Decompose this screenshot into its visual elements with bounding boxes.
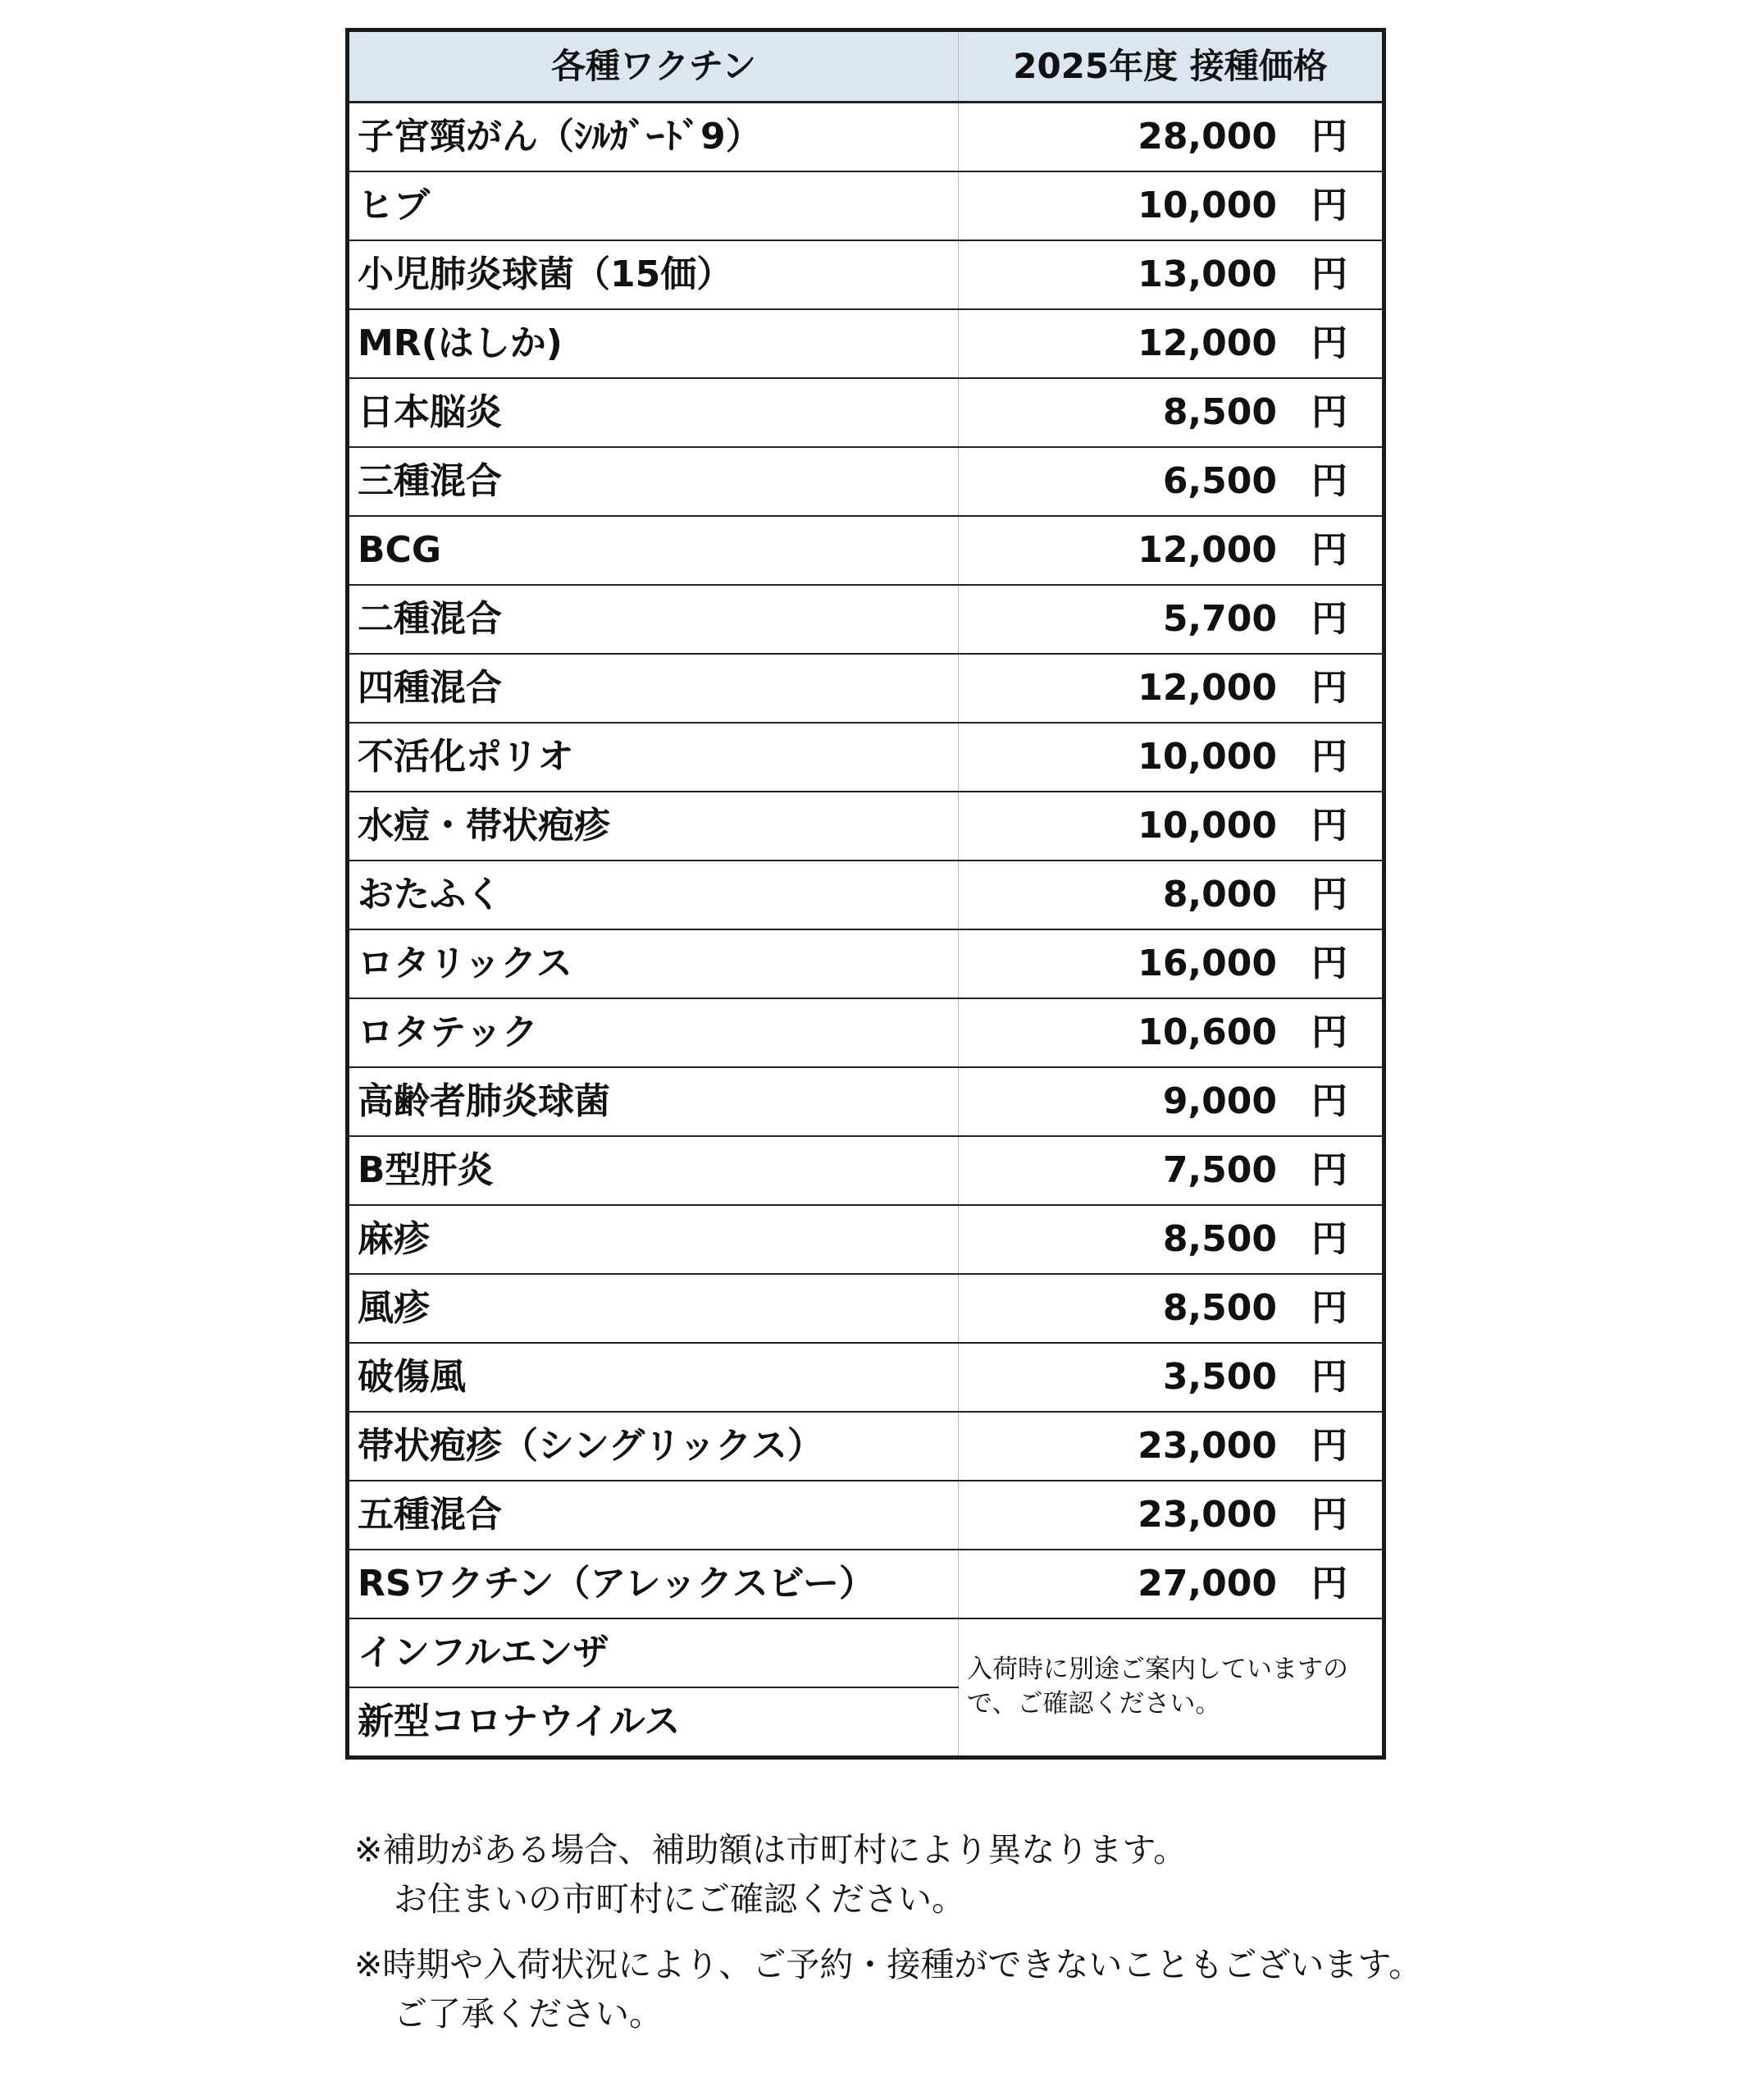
vaccine-name: 小児肺炎球菌（15価）	[348, 240, 959, 309]
price-amount: 23,000	[1138, 1494, 1277, 1536]
table-row	[348, 654, 1384, 723]
vaccine-price	[959, 1205, 1384, 1274]
vaccine-price	[959, 1136, 1384, 1205]
currency-unit: 円	[1311, 736, 1347, 778]
table-row	[348, 171, 1384, 240]
table-row	[348, 309, 1384, 378]
currency-unit: 円	[1311, 185, 1347, 226]
vaccine-name: 帯状疱疹（シングリックス）	[348, 1412, 959, 1481]
vaccine-name: B型肝炎	[348, 1136, 959, 1205]
vaccine-price-table	[345, 28, 1386, 1760]
price-amount: 7,500	[1162, 1149, 1277, 1191]
vaccine-price	[959, 240, 1384, 309]
table-header-row	[348, 30, 1384, 103]
vaccine-price	[959, 792, 1384, 861]
vaccine-price	[959, 723, 1384, 792]
price-amount: 6,500	[1162, 460, 1277, 502]
vaccine-price	[959, 1481, 1384, 1550]
currency-unit: 円	[1311, 1011, 1347, 1053]
vaccine-name: 五種混合	[348, 1481, 959, 1550]
price-amount: 8,500	[1162, 1287, 1277, 1329]
table-row	[348, 1136, 1384, 1205]
vaccine-name: 不活化ポリオ	[348, 723, 959, 792]
vaccine-name: 四種混合	[348, 654, 959, 723]
table-row	[348, 998, 1384, 1067]
currency-unit: 円	[1311, 322, 1347, 364]
price-amount: 3,500	[1162, 1356, 1277, 1398]
price-amount: 16,000	[1138, 943, 1277, 984]
price-amount: 10,000	[1138, 736, 1277, 778]
price-amount: 13,000	[1138, 253, 1277, 295]
vaccine-price	[959, 516, 1384, 585]
table-row	[348, 103, 1384, 172]
vaccine-price	[959, 309, 1384, 378]
price-amount: 10,600	[1138, 1011, 1277, 1053]
price-amount: 12,000	[1138, 667, 1277, 709]
vaccine-name: 水痘・帯状疱疹	[348, 792, 959, 861]
currency-unit: 円	[1311, 1563, 1347, 1605]
vaccine-price	[959, 929, 1384, 998]
vaccine-price	[959, 103, 1384, 172]
vaccine-name: 子宮頸がん（ｼﾙｶﾞｰﾄﾞ9）	[348, 103, 959, 172]
table-row	[348, 378, 1384, 447]
vaccine-name: 日本脳炎	[348, 378, 959, 447]
vaccine-name: おたふく	[348, 861, 959, 929]
price-amount: 27,000	[1138, 1563, 1277, 1605]
price-amount: 8,500	[1162, 391, 1277, 433]
vaccine-name: 破傷風	[348, 1343, 959, 1412]
footnote-text: ※補助がある場合、補助額は市町村により異なります。	[354, 1830, 1188, 1869]
vaccine-price	[959, 378, 1384, 447]
vaccine-name: 二種混合	[348, 585, 959, 654]
vaccine-name: 風疹	[348, 1274, 959, 1343]
currency-unit: 円	[1311, 598, 1347, 640]
price-amount: 10,000	[1138, 185, 1277, 226]
table-row	[348, 585, 1384, 654]
price-amount: 10,000	[1138, 805, 1277, 847]
currency-unit: 円	[1311, 253, 1347, 295]
currency-unit: 円	[1311, 1080, 1347, 1122]
footnote-subsidy	[354, 1825, 1716, 1924]
price-amount: 8,500	[1162, 1218, 1277, 1260]
table-row	[348, 1205, 1384, 1274]
table-row	[348, 447, 1384, 516]
currency-unit: 円	[1311, 1425, 1347, 1467]
currency-unit: 円	[1311, 1149, 1347, 1191]
header-vaccine-name: 各種ワクチン	[348, 30, 959, 103]
arrival-note: 入荷時に別途ご案内していますので、ご確認ください。	[959, 1618, 1384, 1758]
header-price: 2025年度 接種価格	[959, 30, 1384, 103]
price-amount: 12,000	[1138, 322, 1277, 364]
vaccine-name: 高齢者肺炎球菌	[348, 1067, 959, 1136]
table-row-influenza	[348, 1618, 1384, 1687]
vaccine-price	[959, 1067, 1384, 1136]
vaccine-name: MR(はしか)	[348, 309, 959, 378]
currency-unit: 円	[1311, 943, 1347, 984]
vaccine-price	[959, 1550, 1384, 1618]
table-row	[348, 1067, 1384, 1136]
footnote-text: お住まいの市町村にご確認ください。	[394, 1879, 965, 1919]
table-row	[348, 723, 1384, 792]
vaccine-name: ロタテック	[348, 998, 959, 1067]
table-row	[348, 929, 1384, 998]
vaccine-name: 麻疹	[348, 1205, 959, 1274]
vaccine-price	[959, 447, 1384, 516]
currency-unit: 円	[1311, 460, 1347, 502]
footnotes	[354, 1825, 1716, 2055]
price-amount: 12,000	[1138, 529, 1277, 571]
price-amount: 5,700	[1162, 598, 1277, 640]
vaccine-price	[959, 654, 1384, 723]
currency-unit: 円	[1311, 1494, 1347, 1536]
currency-unit: 円	[1311, 529, 1347, 571]
currency-unit: 円	[1311, 874, 1347, 915]
price-amount: 9,000	[1162, 1080, 1277, 1122]
vaccine-name: RSワクチン（アレックスビー）	[348, 1550, 959, 1618]
footnote-availability	[354, 1940, 1716, 2038]
table-row	[348, 1343, 1384, 1412]
vaccine-price	[959, 998, 1384, 1067]
vaccine-name: インフルエンザ	[348, 1618, 959, 1687]
currency-unit: 円	[1311, 805, 1347, 847]
vaccine-name: 新型コロナウイルス	[348, 1687, 959, 1758]
table-row	[348, 1481, 1384, 1550]
price-amount: 8,000	[1162, 874, 1277, 915]
vaccine-price	[959, 861, 1384, 929]
table-row	[348, 1550, 1384, 1618]
vaccine-name: BCG	[348, 516, 959, 585]
currency-unit: 円	[1311, 391, 1347, 433]
vaccine-price	[959, 1343, 1384, 1412]
footnote-text: ※時期や入荷状況により、ご予約・接種ができないこともございます。	[354, 1945, 1423, 1984]
vaccine-name: ロタリックス	[348, 929, 959, 998]
currency-unit: 円	[1311, 116, 1347, 158]
table-row	[348, 240, 1384, 309]
table-row	[348, 516, 1384, 585]
vaccine-name: 三種混合	[348, 447, 959, 516]
table-row	[348, 861, 1384, 929]
vaccine-price	[959, 585, 1384, 654]
price-amount: 23,000	[1138, 1425, 1277, 1467]
table-row	[348, 1274, 1384, 1343]
price-amount: 28,000	[1138, 116, 1277, 158]
footnote-text: ご了承ください。	[394, 1994, 663, 2034]
currency-unit: 円	[1311, 1287, 1347, 1329]
currency-unit: 円	[1311, 667, 1347, 709]
vaccine-price	[959, 1412, 1384, 1481]
vaccine-price	[959, 171, 1384, 240]
table-row	[348, 792, 1384, 861]
table-row	[348, 1412, 1384, 1481]
currency-unit: 円	[1311, 1356, 1347, 1398]
currency-unit: 円	[1311, 1218, 1347, 1260]
vaccine-name: ヒブ	[348, 171, 959, 240]
vaccine-price	[959, 1274, 1384, 1343]
